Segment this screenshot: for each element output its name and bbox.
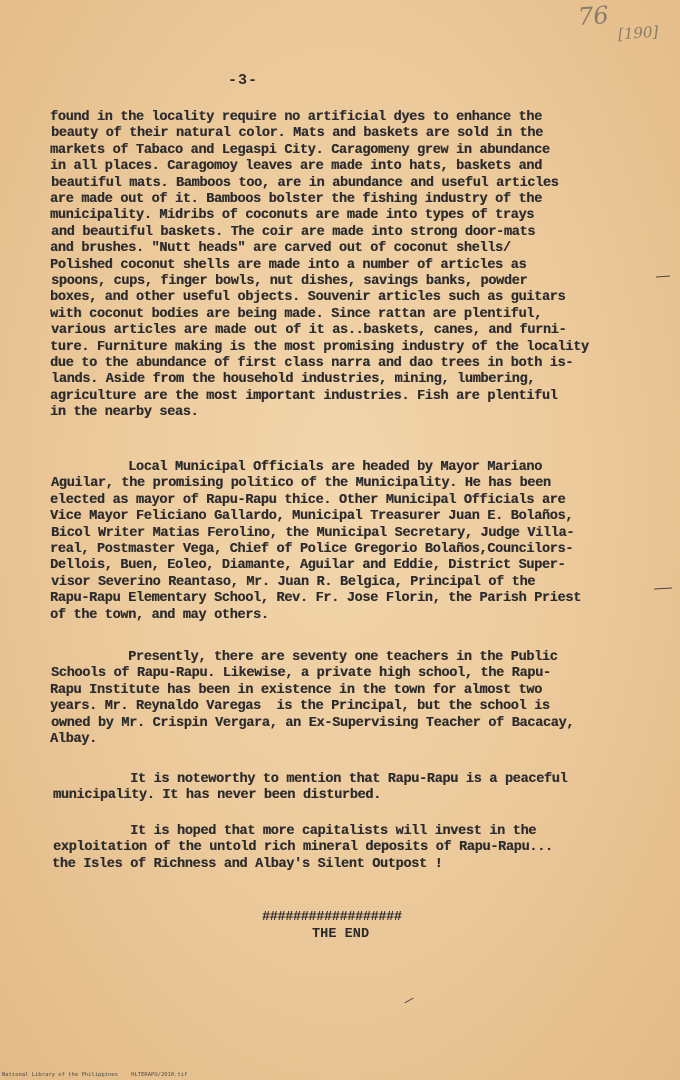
text-line: boxes, and other useful objects. Souvenir articles such as guitars <box>50 290 566 306</box>
margin-mark <box>654 588 672 590</box>
text-line: visor Severino Reantaso, Mr. Juan R. Belgica, Principal of the <box>51 574 536 590</box>
text-line: Rapu-Rapu Elementary School, Rev. Fr. Jose Florin, the Parish Priest <box>50 591 581 607</box>
text-line: in the nearby seas. <box>50 405 199 421</box>
text-line: Aguilar, the promising politico of the Municipality. He has been <box>51 476 551 492</box>
text-line: and brushes. "Nutt heads" are carved out of coconut shells/ <box>50 241 511 257</box>
text-line: Albay. <box>50 732 97 747</box>
margin-mark <box>656 276 670 278</box>
text-line: It is hoped that more capitalists will invest in the <box>52 824 537 839</box>
handwritten-bracket-number: [190] <box>617 22 659 44</box>
archive-footer: National Library of the Philippines HLTERAPU/2010.tif <box>2 1072 188 1078</box>
text-line: exploitation of the untold rich mineral deposits of Rapu-Rapu... <box>53 840 553 856</box>
the-end-label: THE END <box>312 927 370 942</box>
text-line: beauty of their natural color. Mats and baskets are sold in the <box>51 126 543 142</box>
text-line: ture. Furniture making is the most promising industry of the locality <box>50 339 589 355</box>
text-line: and beautiful baskets. The coir are made into strong door-mats <box>51 224 536 240</box>
text-line: Local Municipal Officials are headed by Mayor Mariano <box>50 460 542 475</box>
text-line: municipality. It has never been disturbed. <box>53 788 381 804</box>
text-line: Polished coconut shells are made into a number of articles as <box>50 257 527 273</box>
text-line: of the town, and may others. <box>50 607 269 623</box>
text-line: various articles are made out of it as..baskets, canes, and furni- <box>51 323 567 339</box>
text-line: municipality. Midribs of coconuts are made into types of trays <box>50 208 535 224</box>
text-line: years. Mr. Reynaldo Varegas is the Principal, but the school is <box>50 699 550 715</box>
handwritten-page-number: 76 <box>577 0 610 32</box>
text-line: Rapu Institute has been in existence in the town for almost two <box>50 682 542 698</box>
text-line: are made out of it. Bamboos bolster the fishing industry of the <box>50 192 542 207</box>
text-line: real, Postmaster Vega, Chief of Police Gregorio Bolaños,Councilors- <box>50 542 574 557</box>
text-line: with coconut bodies are being made. Since rattan are plentiful, <box>50 306 542 322</box>
text-line: lands. Aside from the household industries, mining, lumbering, <box>51 372 536 388</box>
text-line: Bicol Writer Matias Ferolino, the Municipal Secretary, Judge Villa- <box>51 525 575 541</box>
text-line: Vice Mayor Feliciano Gallardo, Municipal Treasurer Juan E. Bolaños, <box>50 509 574 525</box>
text-line: elected as mayor of Rapu-Rapu thice. Other Municipal Officials are <box>50 492 566 508</box>
text-line: due to the abundance of first class narra and dao trees in both is- <box>50 356 574 371</box>
text-line: It is noteworthy to mention that Rapu-Rapu is a peaceful <box>52 772 568 787</box>
text-line: markets of Tabaco and Legaspi City. Caragomeny grew in abundance <box>50 142 550 158</box>
text-line: Schools of Rapu-Rapu. Likewise, a private high school, the Rapu- <box>51 666 551 682</box>
text-line: owned by Mr. Crispin Vergara, an Ex-Supervising Teacher of Bacacay, <box>51 715 575 731</box>
text-line: the Isles of Richness and Albay's Silent Outpost ! <box>52 856 443 872</box>
text-line: in all places. Caragomoy leaves are made into hats, baskets and <box>50 159 542 175</box>
text-line: agriculture are the most important industries. Fish are plentiful <box>50 388 558 404</box>
page-number: -3- <box>228 72 259 89</box>
text-line: found in the locality require no artificial dyes to enhance the <box>50 110 542 125</box>
text-line: Dellois, Buen, Eoleo, Diamante, Aguilar and Eddie, District Super- <box>50 558 566 574</box>
text-line: Presently, there are seventy one teachers in the Public <box>50 650 558 665</box>
end-separator: ################## <box>262 910 402 925</box>
text-line: spoons, cups, finger bowls, nut dishes, savings banks, powder <box>51 274 528 289</box>
stray-mark <box>404 998 413 1004</box>
text-line: beautiful mats. Bamboos too, are in abundance and useful articles <box>51 175 559 191</box>
